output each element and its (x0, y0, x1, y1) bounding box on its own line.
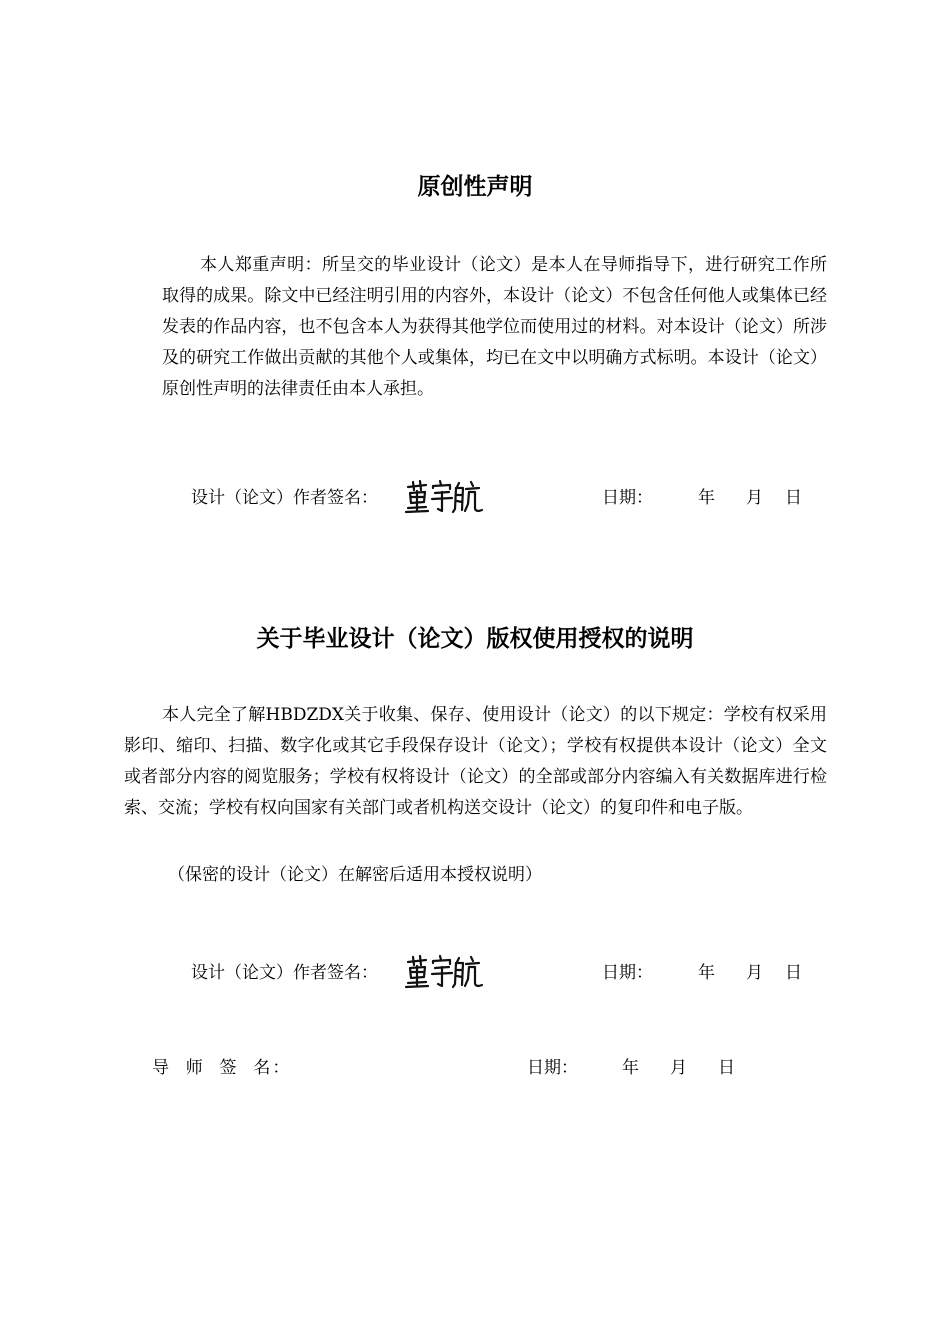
day-label: 日 (785, 963, 802, 983)
advisor-signature-line (0, 1048, 950, 1088)
declaration-signature-line (0, 478, 950, 518)
declaration-body: 本人郑重声明：所呈交的毕业设计（论文）是本人在导师指导下，进行研究工作所取得的成果。除文中已经注明引用的内容外，本设计（论文）不包含任何他人或集体已经发表的作品内容，也不包含本人为获得其他学位而使用过的材料。对本设计（论文）所涉及的研究工作做出贡献的其他个人或集体，均已在文中以明确方式标明。本设计（论文）原创性声明的法律责任由本人承担。 (162, 255, 827, 399)
author-signature-label: 设计（论文）作者签名： (191, 488, 378, 508)
year-label: 年 (698, 488, 715, 508)
year-label: 年 (698, 963, 715, 983)
confidential-note: （保密的设计（论文）在解密后适用本授权说明） (168, 865, 542, 885)
day-label: 日 (785, 488, 802, 508)
authorization-title: 关于毕业设计（论文）版权使用授权的说明 (256, 626, 694, 652)
advisor-date-label: 日期： (527, 1058, 578, 1078)
handwritten-signature (404, 953, 484, 991)
authorization-signature-line (0, 953, 950, 993)
handwritten-signature (404, 478, 484, 516)
advisor-signature-label: 导 师 签 名： (152, 1058, 292, 1078)
date-label: 日期： (602, 488, 653, 508)
author-signature-label: 设计（论文）作者签名： (191, 963, 378, 983)
advisor-month-label: 月 (670, 1058, 687, 1078)
date-label: 日期： (602, 963, 653, 983)
month-label: 月 (746, 488, 763, 508)
advisor-year-label: 年 (622, 1058, 639, 1078)
advisor-day-label: 日 (718, 1058, 735, 1078)
declaration-title: 原创性声明 (417, 174, 533, 200)
authorization-body: 本人完全了解HBDZDX关于收集、保存、使用设计（论文）的以下规定：学校有权采用影印、缩印、扫描、数字化或其它手段保存设计（论文）；学校有权提供本设计（论文）全文或者部分内容的阅览服务；学校有权将设计（论文）的全部或部分内容编入有关数据库进行检索、交流；学校有权向国家有关部门或者机构送交设计（论文）的复印件和电子版。 (124, 705, 827, 818)
month-label: 月 (746, 963, 763, 983)
